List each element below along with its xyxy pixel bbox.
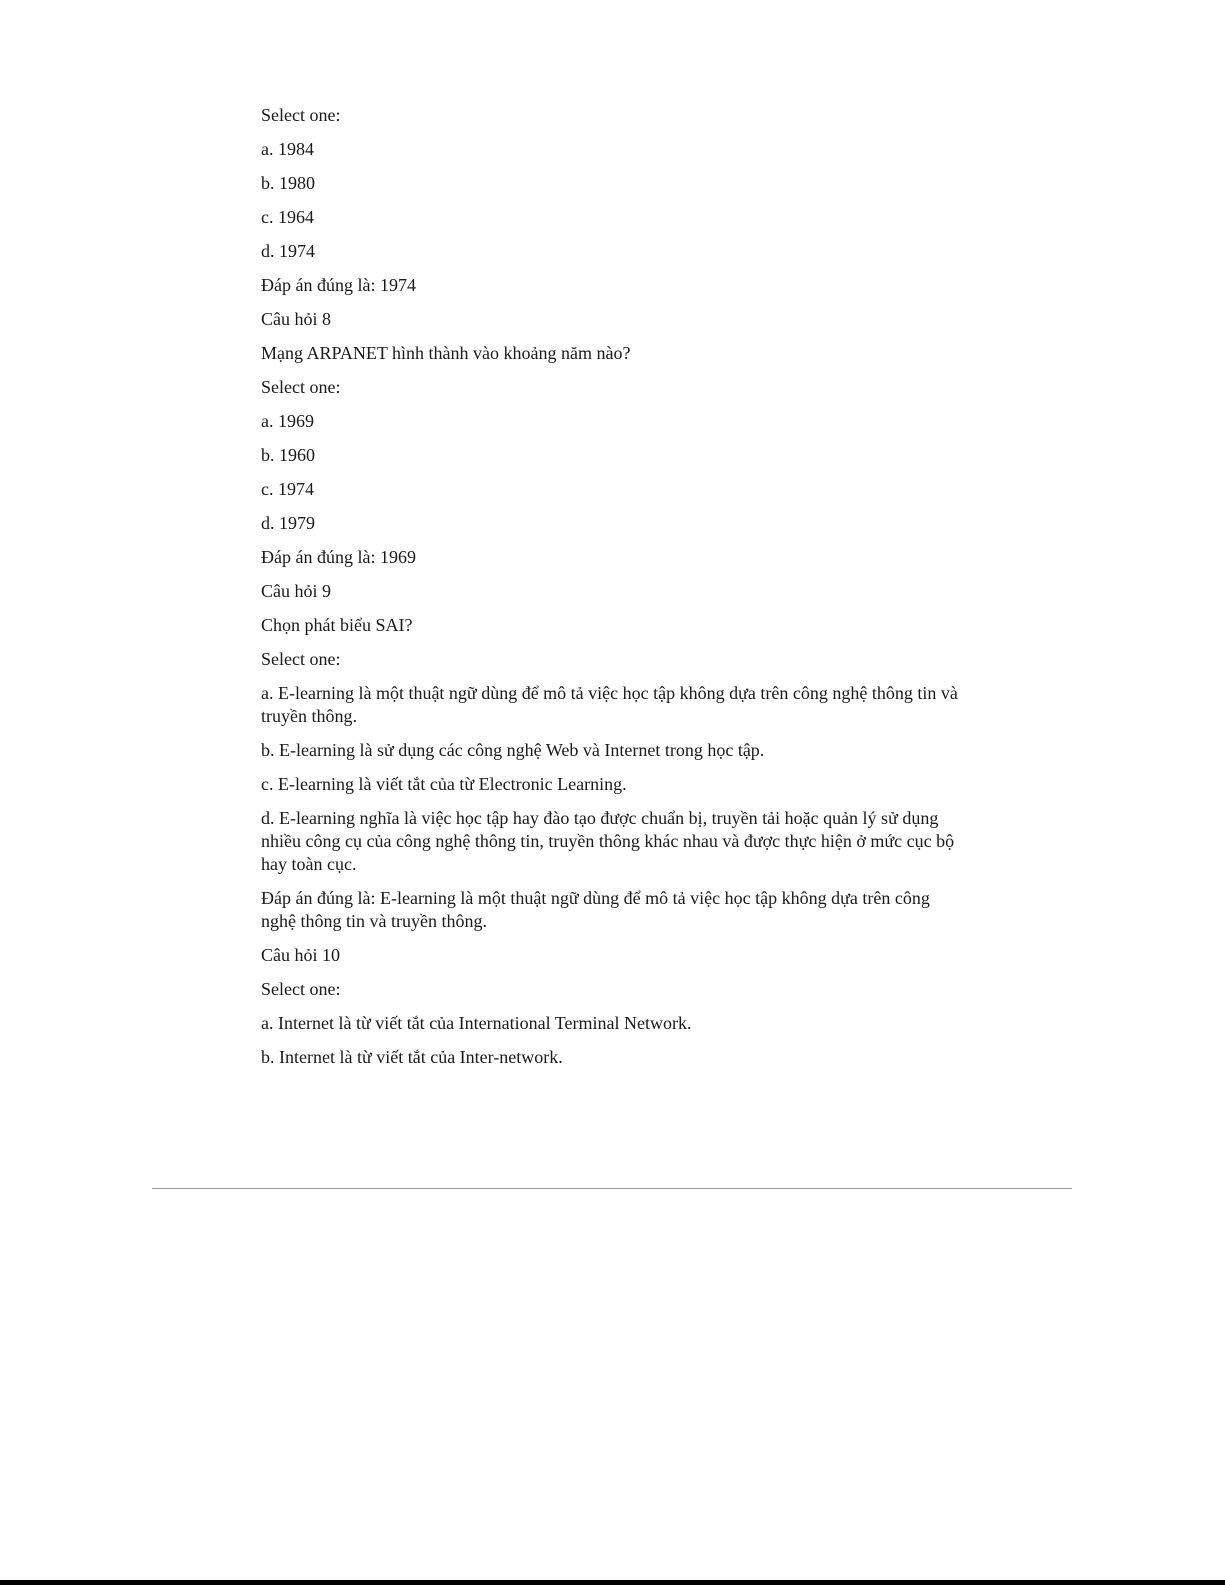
- option-a: a. 1984: [261, 139, 314, 159]
- select-one-label: Select one:: [261, 105, 341, 125]
- correct-answer: Đáp án đúng là: E-learning là một thuật ngữ dùng để mô tả việc học tập không dựa trên công nghệ thông tin và truyền thông.: [261, 888, 930, 931]
- document-content: [261, 104, 961, 1080]
- correct-answer: Đáp án đúng là: 1974: [261, 275, 416, 295]
- option-b: b. E-learning là sử dụng các công nghệ Web và Internet trong học tập.: [261, 740, 765, 760]
- option-a: a. Internet là từ viết tắt của International Terminal Network.: [261, 1013, 692, 1033]
- correct-answer: Đáp án đúng là: 1969: [261, 547, 416, 567]
- select-one-label: Select one:: [261, 649, 341, 669]
- option-c: c. 1964: [261, 207, 314, 227]
- option-b: b. 1980: [261, 173, 315, 193]
- option-c: c. E-learning là viết tắt của từ Electronic Learning.: [261, 774, 627, 794]
- question-text-8: Mạng ARPANET hình thành vào khoảng năm nào?: [261, 343, 631, 363]
- footer-divider: [152, 1188, 1072, 1189]
- option-a: a. E-learning là một thuật ngữ dùng để mô tả việc học tập không dựa trên công nghệ thông tin và truyền thông.: [261, 683, 958, 726]
- page-bottom-edge: [0, 1580, 1225, 1585]
- question-text-9: Chọn phát biểu SAI?: [261, 615, 413, 635]
- question-heading-8: Câu hỏi 8: [261, 309, 331, 329]
- question-heading-10: Câu hỏi 10: [261, 945, 340, 965]
- option-d: d. 1974: [261, 241, 315, 261]
- option-c: c. 1974: [261, 479, 314, 499]
- select-one-label: Select one:: [261, 377, 341, 397]
- option-b: b. 1960: [261, 445, 315, 465]
- select-one-label: Select one:: [261, 979, 341, 999]
- option-b: b. Internet là từ viết tắt của Inter-network.: [261, 1047, 563, 1067]
- option-a: a. 1969: [261, 411, 314, 431]
- question-heading-9: Câu hỏi 9: [261, 581, 331, 601]
- option-d: d. E-learning nghĩa là việc học tập hay đào tạo được chuẩn bị, truyền tải hoặc quản lý sử dụng nhiều công cụ của công nghệ thông tin, truyền thông khác nhau và được thực hiện ở mức cục bộ hay toàn cục.: [261, 808, 955, 874]
- option-d: d. 1979: [261, 513, 315, 533]
